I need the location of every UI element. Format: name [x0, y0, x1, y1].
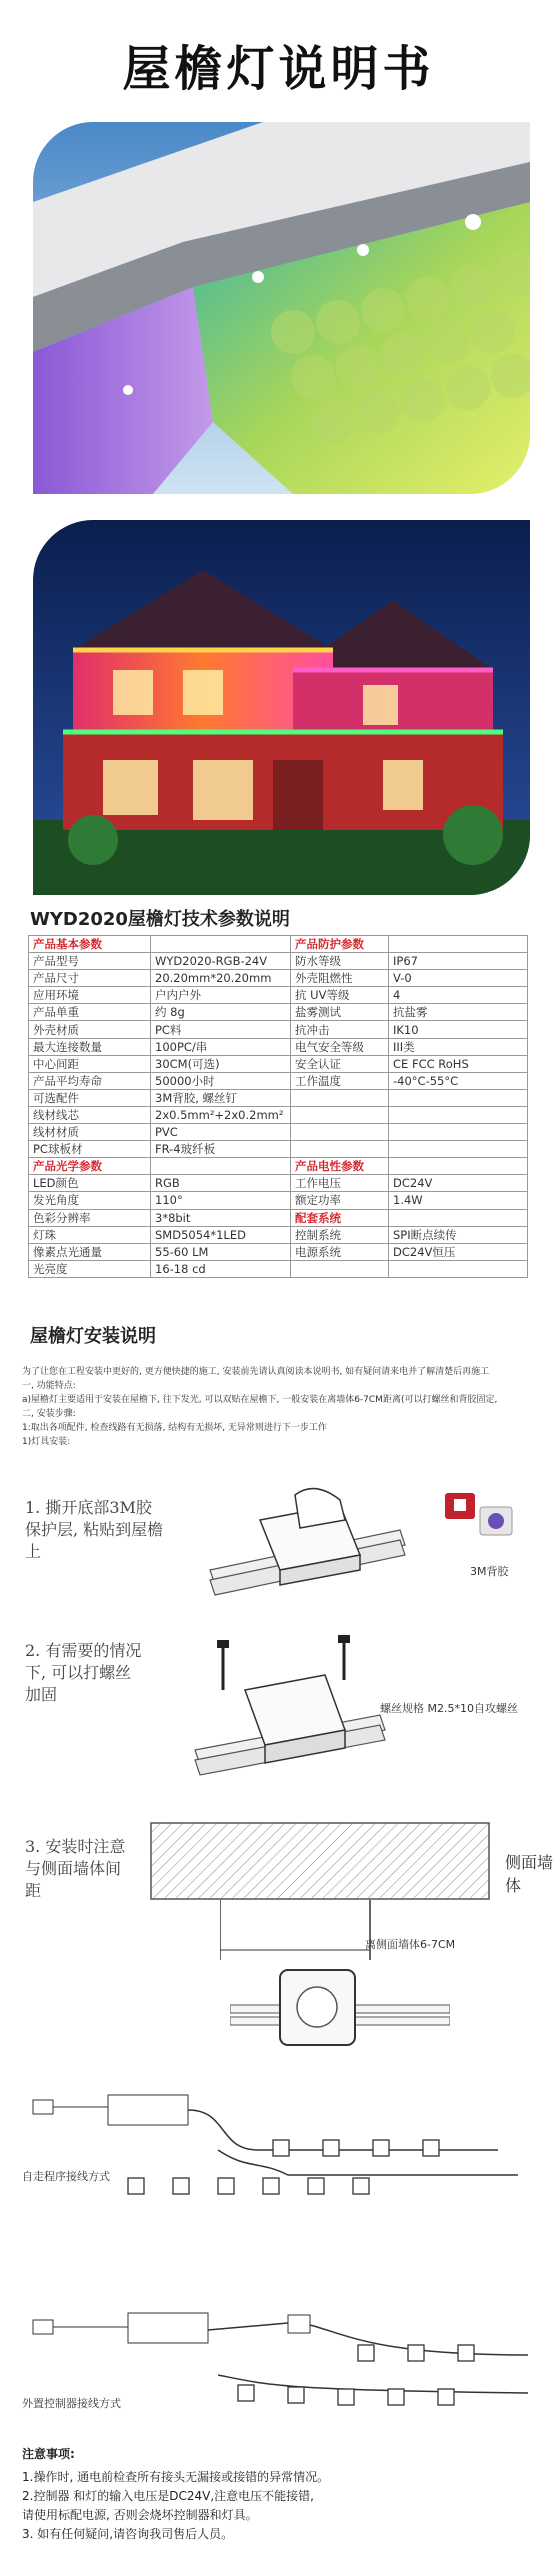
intro-line: 1)灯具安装:: [22, 1437, 71, 1447]
screw-spec-label: 螺丝规格 M2.5*10自攻螺丝: [380, 1702, 518, 1715]
intro-line: 为了让您在工程安装中更好的, 更方便快捷的施工, 安装前先请认真阅读本说明书, 如有疑问请来电并了解清楚后再施工: [22, 1367, 490, 1377]
spec-label: 抗 UV等级: [291, 987, 389, 1004]
spec-label: 光亮度: [29, 1260, 151, 1277]
spec-label: 产品基本参数: [29, 936, 151, 953]
intro-line: 二, 安装步骤:: [22, 1409, 76, 1419]
spec-value: 约 8g: [151, 1004, 291, 1021]
spec-row: [29, 1021, 528, 1038]
spec-value: [389, 1141, 528, 1158]
spec-value: IK10: [389, 1021, 528, 1038]
spec-label: 产品尺寸: [29, 970, 151, 987]
spec-row: [29, 1209, 528, 1226]
spec-label: 中心间距: [29, 1055, 151, 1072]
page-title: 屋檐灯说明书: [122, 41, 435, 97]
spec-label: 抗冲击: [291, 1021, 389, 1038]
spec-row: [29, 953, 528, 970]
spec-section-title: WYD2020屋檐灯技术参数说明: [30, 909, 290, 930]
spec-value: SPI断点续传: [389, 1226, 528, 1243]
spec-value: FR-4玻纤板: [151, 1141, 291, 1158]
note-line: 3. 如有任何疑问,请咨询我司售后人员。: [22, 2527, 234, 2541]
note-line: 2.控制器 和灯的输入电压是DC24V,注意电压不能接错,: [22, 2489, 314, 2503]
intro-line: 1:取出各项配件, 检查线路有无损落, 结构有无损坏, 无异常则进行下一步工作: [22, 1423, 327, 1433]
spec-value: [151, 936, 291, 953]
spec-row: [29, 1141, 528, 1158]
spec-label: 工作电压: [291, 1175, 389, 1192]
spec-value: DC24V: [389, 1175, 528, 1192]
spec-label: 外壳材质: [29, 1021, 151, 1038]
eave-closeup-photo: [33, 122, 530, 494]
spec-label: PC球板材: [29, 1141, 151, 1158]
spec-label: 像素点光通量: [29, 1243, 151, 1260]
spec-value: 2x0.5mm²+2x0.2mm²: [151, 1106, 291, 1123]
spec-label: 额定功率: [291, 1192, 389, 1209]
spec-label: 产品防护参数: [291, 936, 389, 953]
spec-value: [389, 1089, 528, 1106]
spec-row: [29, 1226, 528, 1243]
spec-label: 产品型号: [29, 953, 151, 970]
spec-value: WYD2020-RGB-24V: [151, 953, 291, 970]
spec-table: [28, 935, 528, 1278]
spec-label: 灯珠: [29, 1226, 151, 1243]
spec-value: 抗盐雾: [389, 1004, 528, 1021]
spec-value: 3M背胶, 螺丝钉: [151, 1089, 291, 1106]
spec-label: 应用环境: [29, 987, 151, 1004]
notes-title: 注意事项:: [22, 2447, 75, 2461]
spec-value: PVC: [151, 1124, 291, 1141]
spec-value: [151, 1158, 291, 1175]
step2-screw-diagram: [190, 1630, 390, 1790]
spec-label: 盐雾测试: [291, 1004, 389, 1021]
spec-label: 防水等级: [291, 953, 389, 970]
3m-adhesive-label: 3M背胶: [470, 1565, 509, 1578]
spec-value: III类: [389, 1038, 528, 1055]
spec-row: [29, 1175, 528, 1192]
note-line: 请使用标配电源, 否则会烧坏控制器和灯具。: [22, 2508, 258, 2522]
spec-label: 产品单重: [29, 1004, 151, 1021]
spec-value: RGB: [151, 1175, 291, 1192]
spec-label: 发光角度: [29, 1192, 151, 1209]
install-section-title: 屋檐灯安装说明: [30, 1326, 156, 1347]
spec-label: 外壳阻燃性: [291, 970, 389, 987]
spec-value: [389, 1209, 528, 1226]
wiring1-label: 自走程序接线方式: [22, 2170, 110, 2183]
spec-row: [29, 1004, 528, 1021]
wiring-diagram-standalone: [18, 2090, 538, 2210]
spec-label: 线材线芯: [29, 1106, 151, 1123]
spec-value: 4: [389, 987, 528, 1004]
spec-value: [389, 1158, 528, 1175]
spec-row: [29, 1260, 528, 1277]
spec-value: -40°C-55°C: [389, 1072, 528, 1089]
step1-light-diagram: [200, 1475, 410, 1605]
spec-label: [291, 1124, 389, 1141]
spec-label: 电源系统: [291, 1243, 389, 1260]
3m-adhesive-icon: [440, 1485, 530, 1555]
spec-label: 产品电性参数: [291, 1158, 389, 1175]
wall-label: 侧面墙体: [505, 1853, 554, 1895]
notes-section: [22, 2445, 537, 2544]
spec-label: 可选配件: [29, 1089, 151, 1106]
spec-value: CE FCC RoHS: [389, 1055, 528, 1072]
spec-row: [29, 936, 528, 953]
spec-value: 30CM(可选): [151, 1055, 291, 1072]
spec-label: [291, 1106, 389, 1123]
step3-light-diagram: [230, 1965, 450, 2060]
spec-label: [291, 1089, 389, 1106]
wall-block: [150, 1822, 490, 1900]
spec-label: 产品光学参数: [29, 1158, 151, 1175]
spec-row: [29, 1038, 528, 1055]
step1-text: 1. 撕开底部3M胶保护层, 粘贴到屋檐上: [25, 1498, 164, 1561]
spec-row: [29, 1158, 528, 1175]
spec-value: 16-18 cd: [151, 1260, 291, 1277]
spec-label: 最大连接数量: [29, 1038, 151, 1055]
spec-value: 户内户外: [151, 987, 291, 1004]
spec-row: [29, 970, 528, 987]
spec-value: DC24V恒压: [389, 1243, 528, 1260]
spec-label: 电气安全等级: [291, 1038, 389, 1055]
spec-value: 3*8bit: [151, 1209, 291, 1226]
distance-label: 离侧面墙体6-7CM: [365, 1938, 456, 1951]
step3-text: 3. 安装时注意与侧面墙体间距: [25, 1837, 126, 1900]
house-night-photo: [33, 520, 530, 895]
spec-label: 产品平均寿命: [29, 1072, 151, 1089]
intro-line: a)屋檐灯主要适用于安装在屋檐下, 往下发光, 可以双贴在屋檐下, 一般安装在离墙体6-7CM距离(可以打螺丝和背胶固定,: [22, 1395, 498, 1405]
spec-value: 20.20mm*20.20mm: [151, 970, 291, 987]
spec-value: 55-60 LM: [151, 1243, 291, 1260]
spec-value: 1.4W: [389, 1192, 528, 1209]
spec-value: [389, 936, 528, 953]
spec-value: SMD5054*1LED: [151, 1226, 291, 1243]
spec-value: [389, 1260, 528, 1277]
spec-label: 色彩分辨率: [29, 1209, 151, 1226]
spec-label: 配套系统: [291, 1209, 389, 1226]
spec-value: PC料: [151, 1021, 291, 1038]
spec-row: [29, 1124, 528, 1141]
spec-label: 安全认证: [291, 1055, 389, 1072]
spec-value: 50000小时: [151, 1072, 291, 1089]
spec-row: [29, 1089, 528, 1106]
spec-row: [29, 987, 528, 1004]
spec-row: [29, 1106, 528, 1123]
spec-row: [29, 1243, 528, 1260]
spec-row: [29, 1192, 528, 1209]
spec-value: 110°: [151, 1192, 291, 1209]
spec-label: 控制系统: [291, 1226, 389, 1243]
spec-value: [389, 1124, 528, 1141]
intro-line: 一, 功能特点:: [22, 1381, 76, 1391]
step2-text: 2. 有需要的情况下, 可以打螺丝加固: [25, 1641, 142, 1704]
spec-value: [389, 1106, 528, 1123]
spec-value: IP67: [389, 953, 528, 970]
spec-label: LED颜色: [29, 1175, 151, 1192]
note-line: 1.操作时, 通电前检查所有接头无漏接或接错的异常情况。: [22, 2470, 330, 2484]
spec-label: [291, 1141, 389, 1158]
wiring2-label: 外置控制器接线方式: [22, 2397, 121, 2410]
spec-row: [29, 1055, 528, 1072]
spec-value: 100PC/串: [151, 1038, 291, 1055]
spec-label: [291, 1260, 389, 1277]
install-intro: [22, 1365, 537, 1449]
spec-label: 线材材质: [29, 1124, 151, 1141]
spec-row: [29, 1072, 528, 1089]
spec-label: 工作温度: [291, 1072, 389, 1089]
spec-value: V-0: [389, 970, 528, 987]
